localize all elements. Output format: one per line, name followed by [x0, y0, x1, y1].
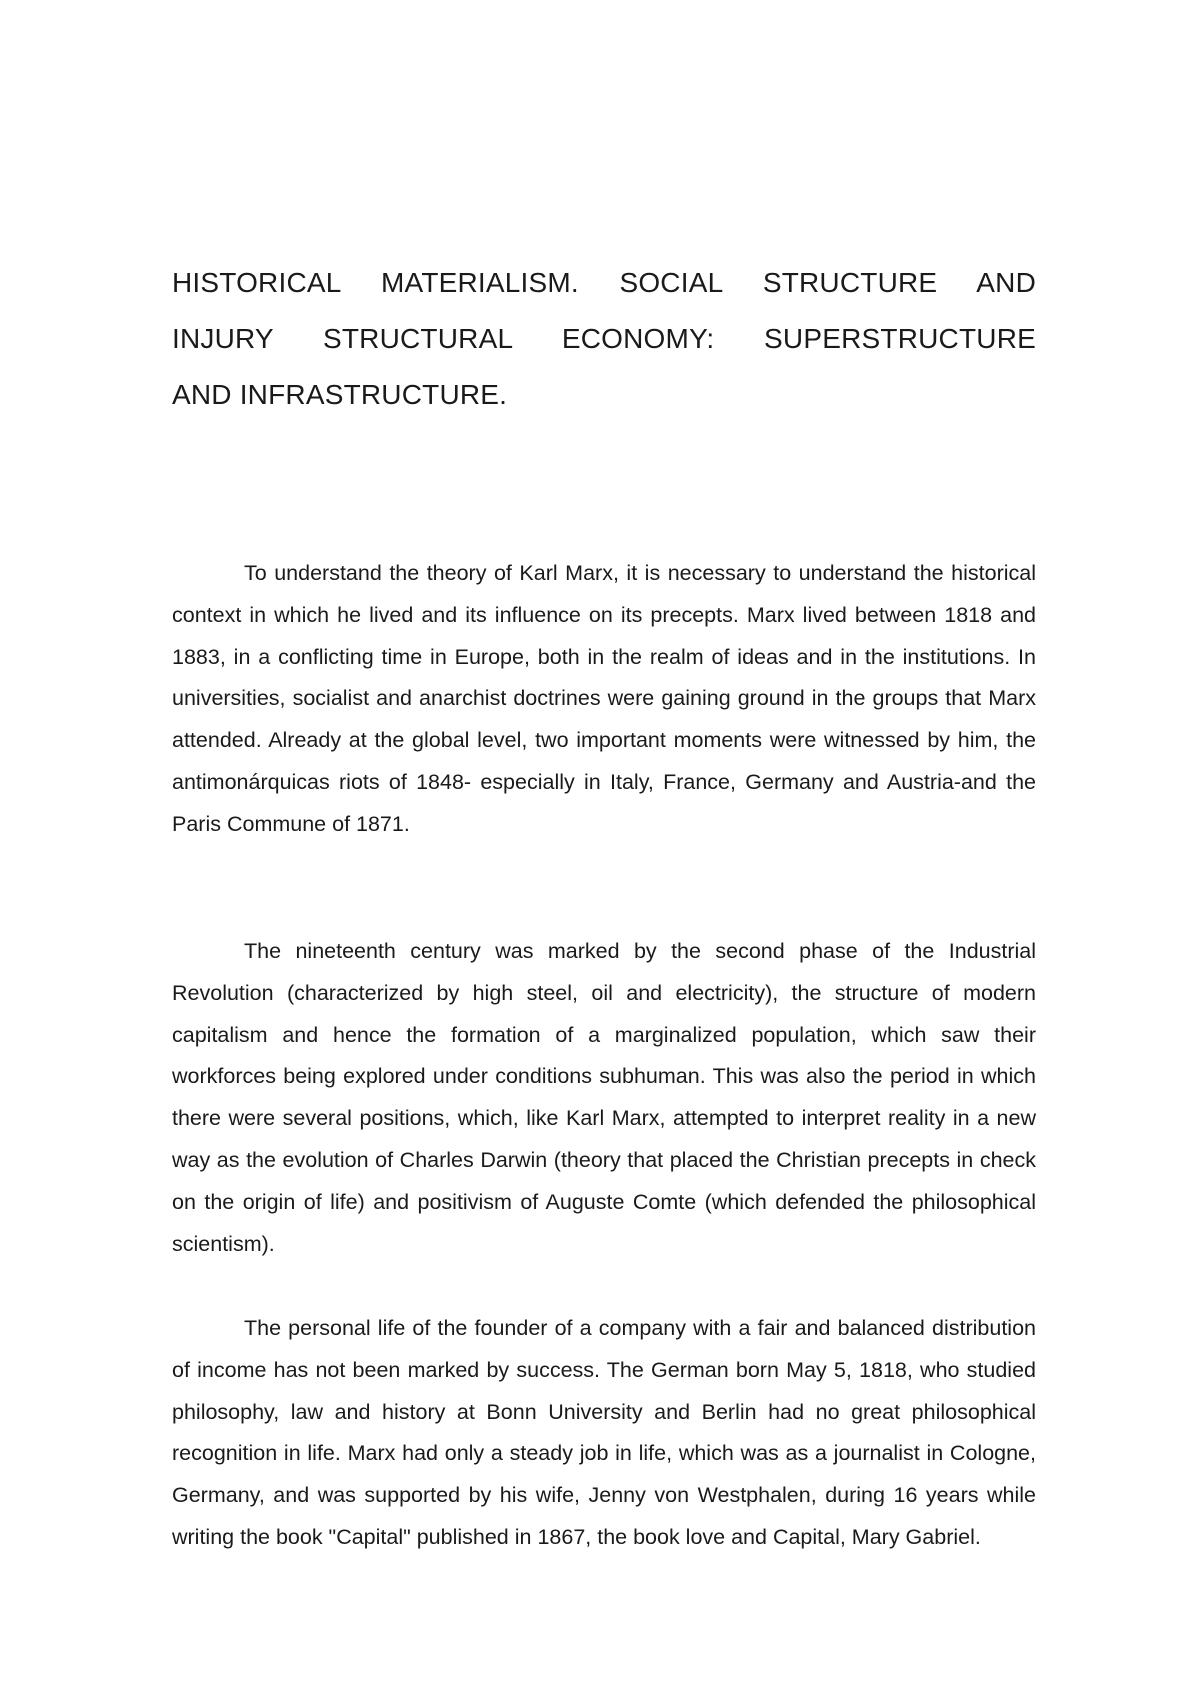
paragraph-1: To understand the theory of Karl Marx, it is necessary to understand the historical context in which he lived and its influence on its precepts. Marx lived between 1818 and 1883, in a conflicting time in Europe, both in the realm of ideas and in the institutions. In universities, socialist and anarchist doctrines were gaining ground in the groups that Marx attended. Already at the global level, two important moments were witnessed by him, the antimonárquicas riots of 1848- especially in Italy, France, Germany and Austria-and the Paris Commune of 1871. — [172, 561, 1036, 836]
title-line-3: AND INFRASTRUCTURE. — [172, 379, 508, 410]
title-line-1: HISTORICAL MATERIALISM. SOCIAL STRUCTURE AND — [172, 267, 1036, 298]
title-line-2: INJURY STRUCTURAL ECONOMY: SUPERSTRUCTURE — [172, 323, 1036, 354]
paragraph-3: The personal life of the founder of a company with a fair and balanced distribution of income has not been marked by success. The German born May 5, 1818, who studied philosophy, law and history at Bonn University and Berlin had no great philosophical recognition in life. Marx had only a steady job in life, which was as a journalist in Cologne, Germany, and was supported by his wife, Jenny von Westphalen, during 16 years while writing the book "Capital" published in 1867, the book love and Capital, Mary Gabriel. — [172, 1316, 1036, 1549]
paragraph-2: The nineteenth century was marked by the second phase of the Industrial Revolution (characterized by high steel, oil and electricity), the structure of modern capitalism and hence the formation of a marginalized population, which saw their workforces being explored under conditions subhuman. This was also the period in which there were several positions, which, like Karl Marx, attempted to interpret reality in a new way as the evolution of Charles Darwin (theory that placed the Christian precepts in check on the origin of life) and positivism of Auguste Comte (which defended the philosophical scientism). — [172, 939, 1036, 1256]
document-title — [172, 255, 1036, 423]
